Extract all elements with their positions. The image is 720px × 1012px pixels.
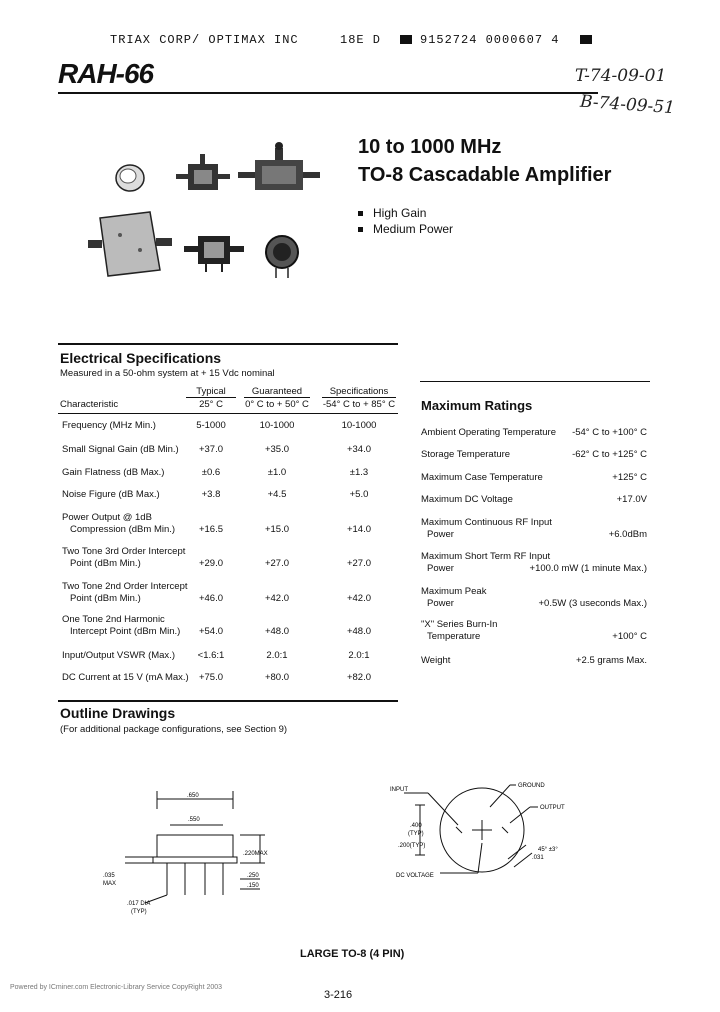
rating-label: Weight <box>421 655 451 666</box>
dim-200: .200(TYP) <box>398 843 426 849</box>
header-doc-number: 9152724 0000607 4 <box>420 33 560 47</box>
electrical-title: Electrical Specifications <box>60 350 222 366</box>
header-code: 18E D <box>340 33 382 47</box>
col-header-specs: Specifications <box>329 386 389 397</box>
rating-label: Maximum Peak <box>421 586 487 597</box>
col-header-typical: Typical <box>196 386 226 397</box>
spec-specification: +48.0 <box>346 626 372 637</box>
spec-guaranteed: +35.0 <box>264 444 290 455</box>
spec-typical: +54.0 <box>198 626 224 637</box>
spec-guaranteed: +4.5 <box>267 489 287 500</box>
rating-value: +2.5 grams Max. <box>575 655 647 666</box>
rating-label: Ambient Operating Temperature <box>421 427 557 438</box>
footer-credit: Powered by ICminer.com Electronic-Library Service CopyRight 2003 <box>10 984 223 991</box>
rating-row <box>421 619 647 643</box>
rating-row <box>421 494 647 506</box>
product-title-line1: 10 to 1000 MHz <box>358 136 502 158</box>
header-block-1 <box>400 33 412 47</box>
spec-characteristic: Gain Flatness (dB Max.) <box>62 467 165 478</box>
rating-row <box>421 586 647 610</box>
col-header-typical-sub: 25° C <box>199 399 223 410</box>
spec-characteristic: Small Signal Gain (dB Min.) <box>62 444 179 455</box>
spec-characteristic: Point (dBm Min.) <box>70 558 141 569</box>
spec-guaranteed: +15.0 <box>264 524 290 535</box>
round-can-small <box>116 165 144 191</box>
product-title-line2: TO-8 Cascadable Amplifier <box>358 164 612 186</box>
dim-550: .550 <box>188 817 200 823</box>
table-header-rule <box>58 413 398 414</box>
dim-220: .220MAX <box>243 851 268 857</box>
rating-row <box>421 517 647 541</box>
dim-typ: (TYP) <box>131 909 147 915</box>
spec-characteristic: Two Tone 3rd Order Intercept <box>62 546 186 557</box>
spec-specification: +34.0 <box>346 444 372 455</box>
col-header-guaranteed: Guaranteed <box>251 386 303 397</box>
col-underline-typical <box>186 397 236 398</box>
dim-angle: 45° ±3° <box>538 847 558 853</box>
rating-label: Maximum Short Term RF Input <box>421 551 551 562</box>
spec-characteristic: Noise Figure (dB Max.) <box>62 489 160 500</box>
title-rule <box>58 92 598 94</box>
handwritten-note-1: T-74-09-01 <box>575 66 667 86</box>
spec-specification: 2.0:1 <box>348 650 370 661</box>
spec-guaranteed: 10-1000 <box>259 420 295 431</box>
rating-row <box>421 427 647 439</box>
header-block-2 <box>580 33 592 47</box>
spec-characteristic: One Tone 2nd Harmonic <box>62 614 165 625</box>
spec-guaranteed: +27.0 <box>264 558 290 569</box>
ratings-title: Maximum Ratings <box>421 398 533 413</box>
col-underline-guaranteed <box>244 397 310 398</box>
spec-specification: ±1.3 <box>349 467 369 478</box>
rating-row <box>421 472 647 484</box>
rating-value: +100.0 mW (1 minute Max.) <box>529 563 647 574</box>
spec-characteristic: Two Tone 2nd Order Intercept <box>62 581 188 592</box>
rating-value: +17.0V <box>616 494 647 505</box>
rating-label: Maximum Case Temperature <box>421 472 543 483</box>
spec-specification: +42.0 <box>346 593 372 604</box>
spec-characteristic: Input/Output VSWR (Max.) <box>62 650 175 661</box>
rating-value: -54° C to +100° C <box>572 427 647 438</box>
dim-150: .150 <box>247 883 259 889</box>
spec-characteristic: Intercept Point (dBm Min.) <box>70 626 181 637</box>
spec-typical: +29.0 <box>198 558 224 569</box>
spec-typical: <1.6:1 <box>197 650 225 661</box>
rating-label: "X" Series Burn-In <box>421 619 498 630</box>
spec-guaranteed: 2.0:1 <box>266 650 288 661</box>
outline-section-rule <box>58 700 398 702</box>
spec-characteristic: DC Current at 15 V (mA Max.) <box>62 672 189 683</box>
dim-max: MAX <box>103 881 117 887</box>
page-number: 3-216 <box>324 989 353 1001</box>
rating-label: Power <box>427 529 454 540</box>
rating-value: +125° C <box>612 472 647 483</box>
spec-typical: +16.5 <box>198 524 224 535</box>
rating-label: Power <box>427 598 454 609</box>
spec-guaranteed: +80.0 <box>264 672 290 683</box>
rating-value: +6.0dBm <box>608 529 647 540</box>
spec-specification: +82.0 <box>346 672 372 683</box>
dim-017: .017 DIA <box>127 901 151 907</box>
col-underline-specs <box>322 397 396 398</box>
feature-label: Medium Power <box>373 222 454 236</box>
side-view-drawing <box>95 785 285 925</box>
rating-value: -62° C to +125° C <box>572 449 647 460</box>
rating-value: +0.5W (3 useconds Max.) <box>538 598 647 609</box>
large-flatpack <box>88 212 172 276</box>
spec-typical: ±0.6 <box>201 467 221 478</box>
dim-031: .031 <box>532 855 544 861</box>
electrical-section-rule <box>58 343 398 345</box>
ratings-section-rule <box>420 381 650 382</box>
spec-specification: +27.0 <box>346 558 372 569</box>
rating-row <box>421 655 647 667</box>
spec-specification: +14.0 <box>346 524 372 535</box>
outline-caption: LARGE TO-8 (4 PIN) <box>300 948 405 960</box>
col-header-specs-sub: -54° C to + 85° C <box>322 399 396 410</box>
product-photo <box>80 140 340 290</box>
feature-label: High Gain <box>373 206 427 220</box>
rating-label: Temperature <box>427 631 481 642</box>
col-header-guaranteed-sub: 0° C to + 50° C <box>245 399 309 410</box>
pin-dc-voltage: DC VOLTAGE <box>396 873 434 879</box>
rating-label: Maximum DC Voltage <box>421 494 513 505</box>
spec-typical: 5-1000 <box>196 420 226 431</box>
header-company: TRIAX CORP/ OPTIMAX INC <box>110 33 299 47</box>
surface-mount-module <box>184 236 244 272</box>
spec-characteristic: Compression (dBm Min.) <box>70 524 176 535</box>
spec-characteristic: Power Output @ 1dB <box>62 512 152 523</box>
spec-typical: +37.0 <box>198 444 224 455</box>
bottom-view-drawing <box>370 775 610 915</box>
dim-650: .650 <box>187 793 199 799</box>
col-header-characteristic: Characteristic <box>60 399 119 410</box>
electrical-subtitle: Measured in a 50-ohm system at + 15 Vdc nominal <box>60 368 275 379</box>
dim-400-typ: (TYP) <box>408 831 424 837</box>
pin-ground: GROUND <box>518 783 545 789</box>
spec-typical: +3.8 <box>201 489 221 500</box>
small-module <box>176 154 230 190</box>
outline-title: Outline Drawings <box>60 705 176 721</box>
connectorized-module <box>238 142 320 190</box>
rating-row <box>421 449 647 461</box>
spec-specification: 10-1000 <box>341 420 377 431</box>
spec-typical: +75.0 <box>198 672 224 683</box>
spec-guaranteed: +42.0 <box>264 593 290 604</box>
handwritten-note-2: B-74-09-51 <box>579 91 676 119</box>
spec-specification: +5.0 <box>349 489 369 500</box>
outline-subtitle: (For additional package configurations, see Section 9) <box>60 724 288 735</box>
pin-input: INPUT <box>390 787 408 793</box>
dim-400: .400 <box>410 823 422 829</box>
rating-label: Storage Temperature <box>421 449 511 460</box>
spec-typical: +46.0 <box>198 593 224 604</box>
rating-label: Power <box>427 563 454 574</box>
spec-guaranteed: +48.0 <box>264 626 290 637</box>
rating-row <box>421 551 647 575</box>
to8-can <box>266 236 298 278</box>
spec-characteristic: Frequency (MHz Min.) <box>62 420 156 431</box>
rating-label: Maximum Continuous RF Input <box>421 517 552 528</box>
spec-characteristic: Point (dBm Min.) <box>70 593 141 604</box>
part-number: RAH-66 <box>58 58 154 89</box>
feature-item-1 <box>358 206 426 220</box>
dim-250: .250 <box>247 873 259 879</box>
rating-value: +100° C <box>612 631 647 642</box>
pin-output: OUTPUT <box>540 805 565 811</box>
spec-guaranteed: ±1.0 <box>267 467 287 478</box>
dim-035: .035 <box>103 873 115 879</box>
feature-item-2 <box>358 222 453 236</box>
